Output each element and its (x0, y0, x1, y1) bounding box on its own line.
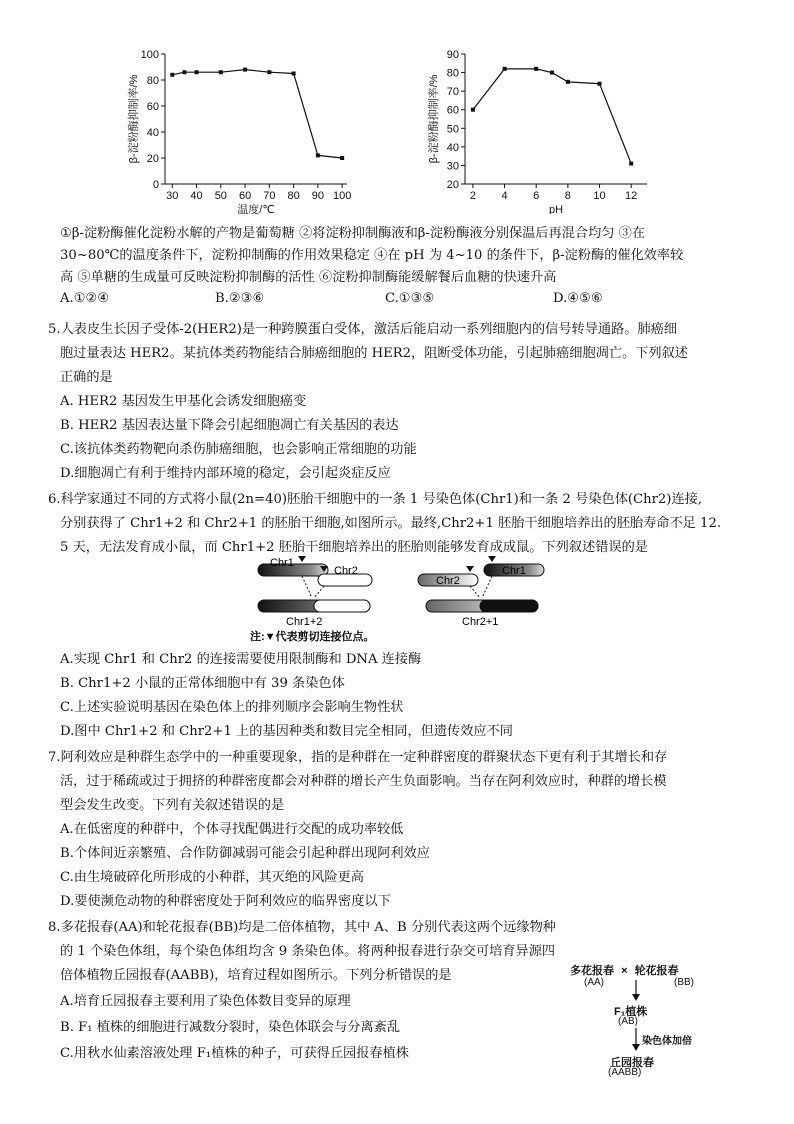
q4-option-d: D.④⑤⑥ (553, 291, 603, 306)
diagram-note: 注:▼代表剪切连接位点。 (250, 631, 375, 642)
x-tick-label: 6 (533, 190, 540, 202)
q8-option-c: C.用秋水仙素溶液处理 F₁植株的种子，可获得丘园报春植株 (60, 1046, 409, 1061)
q8-stem-line-2: 的 1 个染色体组，每个染色体组均含 9 条染色体。将两种报春进行杂交可培育异源四 (60, 944, 556, 959)
x-tick-label: 2 (469, 190, 476, 202)
y-tick-label: 70 (446, 86, 459, 99)
chr1-label-right: Chr1 (502, 565, 526, 577)
data-point (340, 156, 344, 160)
chr21-label: Chr2+1 (462, 616, 499, 628)
axes (465, 54, 647, 184)
q4-statement-line-2: 30~80℃的温度条件下，淀粉抑制酶的作用效果稳定 ④在 pH 为 4~10 的条件下，β-淀粉酶的催化效率较 (60, 248, 684, 263)
result-plant: 丘园报春 (610, 1057, 654, 1069)
data-point (182, 70, 186, 74)
q7-option-d: D.要使濒危动物的种群密度处于阿利效应的临界密度以下 (60, 894, 391, 909)
q7-option-a: A.在低密度的种群中，个体寻找配偶进行交配的成功率较低 (60, 822, 404, 837)
y-tick-label: 40 (146, 127, 159, 139)
data-point (629, 162, 633, 166)
x-tick-label: 4 (501, 190, 508, 202)
chromosome-fusion-diagram (250, 556, 550, 642)
q5-stem-line-2: 胞过量表达 HER2。某抗体类药物能结合肺癌细胞的 HER2，阻断受体功能，引起肺癌细胞凋亡。下列叙述 (60, 346, 688, 361)
q6-stem-line-1: 6.科学家通过不同的方式将小鼠(2n=40)胚胎干细胞中的一条 1 号染色体(Chr1)和一条 2 号染色体(Chr2)连接, (48, 492, 703, 507)
data-point (243, 68, 247, 72)
q5-stem-line-1: 5.人表皮生长因子受体-2(HER2)是一种跨膜蛋白受体，激活后能启动一系列细胞内的信号转导通路。肺癌细 (48, 322, 678, 337)
cross-symbol: × (621, 965, 628, 977)
x-tick-label: 80 (287, 190, 300, 202)
q8-option-b: B. F₁ 植株的细胞进行减数分裂时，染色体联会与分离紊乱 (60, 1020, 401, 1035)
q6-option-d: D.图中 Chr1+2 和 Chr2+1 上的基因种类和数目完全相同，但遗传效应不同 (60, 724, 513, 739)
data-point (566, 80, 570, 84)
data-point (534, 67, 538, 71)
q6-stem-line-2: 分别获得了 Chr1+2 和 Chr2+1 的胚胎干细胞,如图所示。最终,Chr2+1 胚胎干细胞培养出的胚胎寿命不足 12. (60, 516, 722, 531)
x-tick-label: 10 (593, 190, 606, 202)
chr12-label: Chr1+2 (286, 616, 323, 628)
doubling-step: 染色体加倍 (642, 1036, 692, 1047)
q4-option-c: C.①③⑤ (385, 291, 435, 306)
data-point (292, 72, 296, 76)
q8-stem-line-3: 倍体植物丘园报春(AABB)，培育过程如图所示。下列分析错误的是 (60, 968, 452, 983)
data-point (550, 71, 554, 75)
q7-stem-line-1: 7.阿利效应是种群生态学中的一种重要现象，指的是种群在一定种群密度的群聚状态下更有利于其增长和存 (48, 750, 668, 765)
q4-option-a: A.①②④ (60, 291, 110, 306)
y-tick-label: 30 (446, 160, 459, 173)
y-tick-label: 100 (140, 49, 159, 61)
y-tick-label: 90 (446, 49, 459, 61)
q5-option-a: A. HER2 基因发生甲基化会诱发细胞癌变 (60, 394, 307, 409)
q6-option-c: C.上述实验说明基因在染色体上的排列顺序会影响生物性状 (60, 700, 404, 715)
q7-stem-line-2: 活，过于稀疏或过于拥挤的种群密度都会对种群的增长产生负面影响。当存在阿利效应时，种群的增长模 (60, 774, 667, 789)
chr2-label-left: Chr2 (334, 565, 358, 577)
parent2-genotype: (BB) (674, 977, 694, 988)
temperature-inhibition-chart (125, 48, 355, 214)
data-point (219, 70, 223, 74)
q6-option-a: A.实现 Chr1 和 Chr2 的连接需要使用限制酶和 DNA 连接酶 (60, 652, 422, 667)
chr2-label-right: Chr2 (436, 575, 460, 587)
data-point (316, 153, 320, 157)
parent1-genotype: (AA) (584, 977, 604, 988)
y-tick-label: 20 (446, 179, 459, 191)
series-line (172, 70, 342, 158)
breeding-flow-diagram (570, 962, 750, 1082)
q4-option-b: B.②③⑥ (215, 291, 265, 306)
y-axis-label: β-淀粉酶抑制率/% (128, 74, 140, 164)
chr1-label-left: Chr1 (270, 557, 294, 569)
x-axis-label: 温度/℃ (237, 204, 275, 214)
axes (165, 54, 347, 184)
x-tick-label: 60 (238, 190, 252, 202)
ph-inhibition-chart (425, 48, 655, 214)
cut-site-marker (466, 566, 474, 572)
q5-option-d: D.细胞凋亡有利于维持内部环境的稳定，会引起炎症反应 (60, 466, 391, 481)
f1-plant: F₁植株 (614, 1006, 648, 1018)
x-tick-label: 8 (564, 190, 571, 202)
data-point (195, 70, 199, 74)
x-tick-label: 50 (214, 190, 227, 202)
y-tick-label: 0 (152, 179, 159, 191)
data-point (170, 73, 174, 77)
q6-stem-line-3: 5 天，无法发育成小鼠，而 Chr1+2 胚胎干细胞培养出的胚胎则能够发育成成鼠。下列叙述错误的是 (60, 540, 648, 555)
x-tick-label: 40 (190, 190, 203, 202)
q7-stem-line-3: 型会发生改变。下列有关叙述错误的是 (60, 798, 285, 813)
q5-option-b: B. HER2 基因表达量下降会引起细胞凋亡有关基因的表达 (60, 418, 399, 433)
y-tick-label: 80 (446, 67, 459, 80)
q7-option-c: C.由生境破碎化所形成的小种群，其灭绝的风险更高 (60, 870, 364, 885)
y-tick-label: 60 (446, 104, 459, 117)
y-tick-label: 60 (146, 101, 159, 113)
ph-chart-svg (425, 48, 655, 214)
q8-stem-line-1: 8.多花报春(AA)和轮花报春(BB)均是二倍体植物，其中 A、B 分别代表这两个远缘物种 (48, 920, 556, 935)
y-tick-label: 20 (146, 153, 159, 165)
q4-statement-line-1: ①β-淀粉酶催化淀粉水解的产物是葡萄糖 ②将淀粉抑制酶液和β-淀粉酶液分别保温后再混合均匀 ③在 (60, 226, 646, 241)
parent2-name: 轮花报春 (634, 965, 679, 977)
data-point (598, 82, 602, 86)
data-point (267, 70, 271, 74)
cut-site-marker (298, 556, 306, 562)
x-tick-label: 30 (166, 190, 179, 202)
x-tick-label: 70 (263, 190, 276, 202)
q6-option-b: B. Chr1+2 小鼠的正常体细胞中有 39 条染色体 (60, 676, 345, 691)
series-line (473, 69, 631, 164)
data-point (503, 67, 507, 71)
parent1-name: 多花报春 (570, 965, 614, 977)
x-tick-label: 100 (332, 190, 352, 202)
y-axis-label: β-淀粉酶抑制率/% (428, 74, 440, 164)
y-tick-label: 50 (446, 123, 459, 136)
y-tick-label: 40 (446, 141, 459, 154)
arrow-down-icon (630, 980, 642, 1002)
result-genotype: (AABB) (608, 1067, 642, 1078)
y-tick-label: 80 (146, 75, 159, 87)
cut-site-marker (488, 556, 496, 562)
f1-genotype: (AB) (618, 1016, 638, 1027)
data-point (471, 108, 475, 112)
x-tick-label: 90 (311, 190, 325, 202)
x-tick-label: 12 (625, 190, 638, 202)
q7-option-b: B.个体间近亲繁殖、合作防御减弱可能会引起种群出现阿利效应 (60, 846, 430, 861)
q8-option-a: A.培育丘园报春主要利用了染色体数目变异的原理 (60, 994, 351, 1009)
temperature-chart-svg (125, 48, 355, 214)
x-axis-label: pH (548, 204, 564, 214)
arrow-down-icon (630, 1028, 642, 1052)
q5-stem-line-3: 正确的是 (60, 370, 113, 385)
q5-option-c: C.该抗体类药物靶向杀伤肺癌细胞，也会影响正常细胞的功能 (60, 442, 417, 457)
q4-statement-line-3: 高 ⑤单糖的生成量可反映淀粉抑制酶的活性 ⑥淀粉抑制酶能缓解餐后血糖的快速升高 (60, 270, 557, 285)
